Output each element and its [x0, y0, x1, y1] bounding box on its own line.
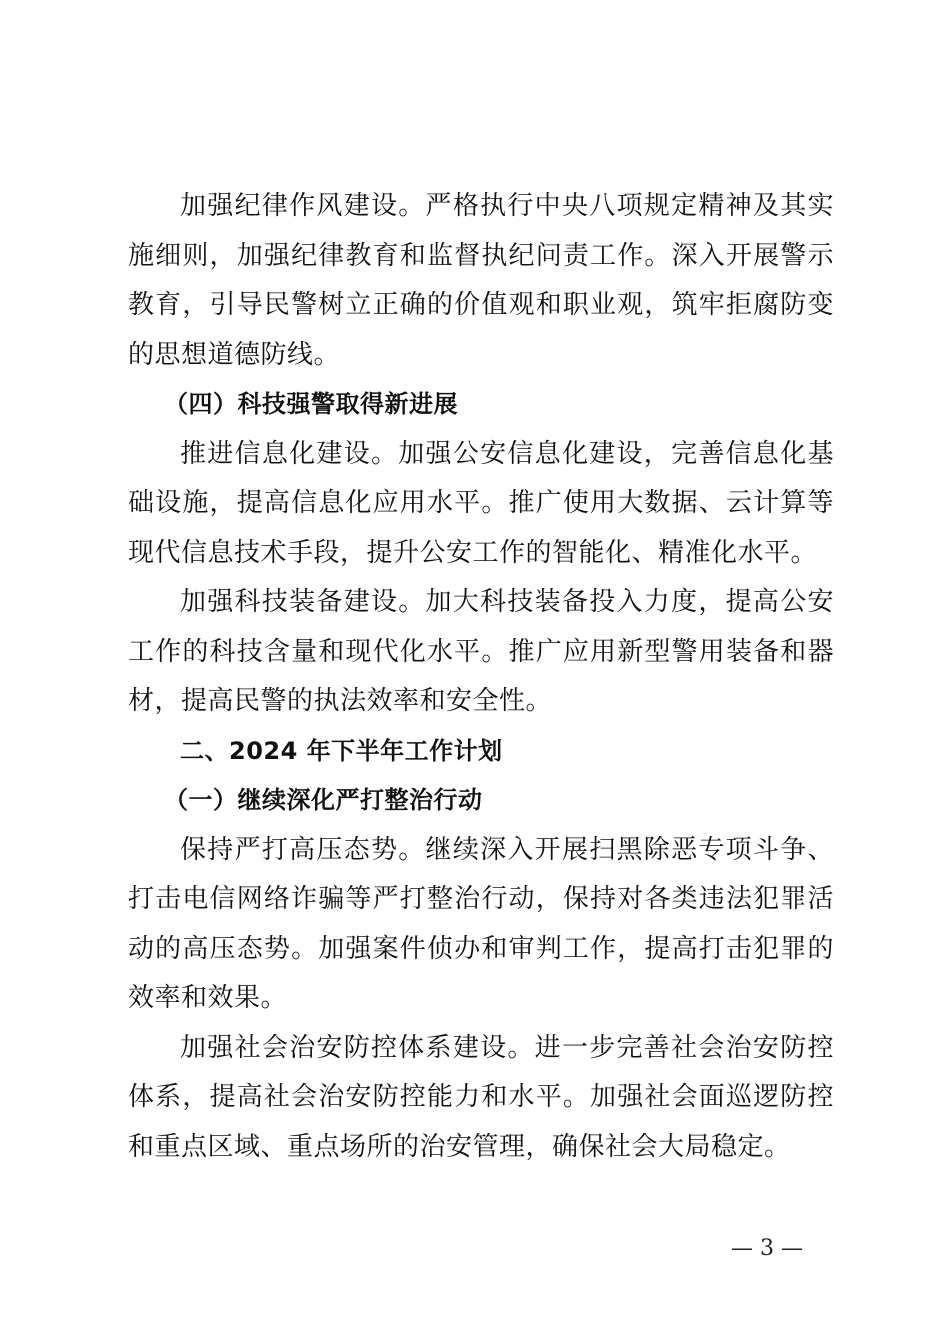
subheading-tech-policing: （四）科技强警取得新进展: [164, 390, 458, 418]
page-number: — 3 —: [731, 1236, 803, 1261]
paragraph-informatization: 推进信息化建设。加强公安信息化建设，完善信息化基础设施，提高信息化应用水平。推广使用大数据、云计算等现代信息技术手段，提升公安工作的智能化、精准化水平。: [128, 438, 834, 568]
section-heading-2024-plan: 二、2024 年下半年工作计划: [180, 736, 503, 765]
subheading-crackdown: （一）继续深化严打整治行动: [164, 786, 483, 814]
paragraph-tech-equipment: 加强科技装备建设。加大科技装备投入力度，提高公安工作的科技含量和现代化水平。推广应用新型警用装备和器材，提高民警的执法效率和安全性。: [128, 587, 834, 716]
document-body: [128, 182, 834, 1172]
paragraph-public-security-system: 加强社会治安防控体系建设。进一步完善社会治安防控体系，提高社会治安防控能力和水平。加强社会面巡逻防控和重点区域、重点场所的治安管理，确保社会大局稳定。: [128, 1032, 834, 1162]
paragraph-crackdown-pressure: 保持严打高压态势。继续深入开展扫黑除恶专项斗争、打击电信网络诈骗等严打整治行动，保持对各类违法犯罪活动的高压态势。加强案件侦办和审判工作，提高打击犯罪的效率和效果。: [128, 834, 834, 1013]
paragraph-discipline: 加强纪律作风建设。严格执行中央八项规定精神及其实施细则，加强纪律教育和监督执纪问责工作。深入开展警示教育，引导民警树立正确的价值观和职业观，筑牢拒腐防变的思想道德防线。: [128, 191, 834, 370]
